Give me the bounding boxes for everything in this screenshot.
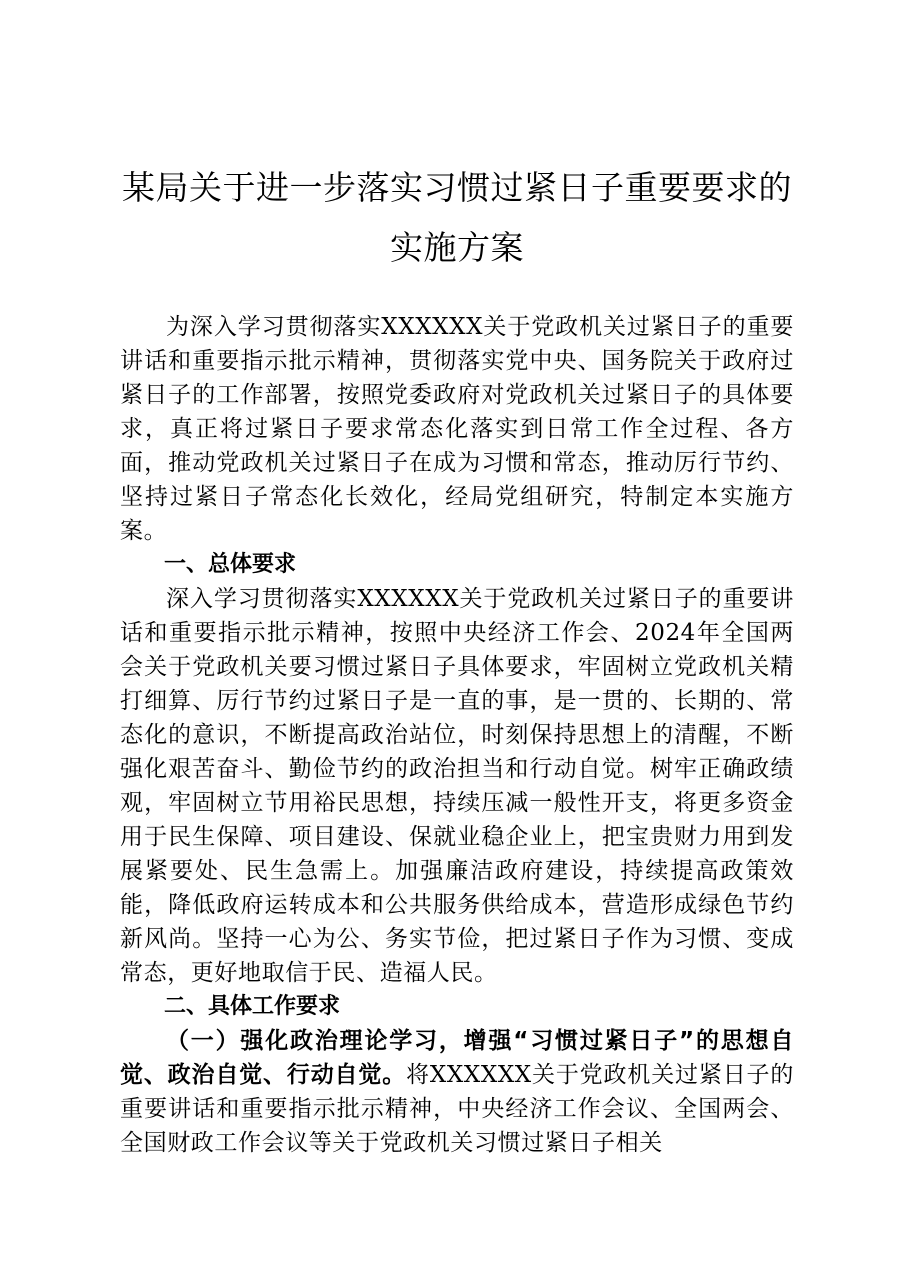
- title-line-2: 实施方案: [390, 228, 524, 267]
- title-line-1: 某局关于进一步落实习惯过紧日子重要要求的: [122, 168, 792, 207]
- section-2-sub-1-body: 将XXXXXX关于党政机关过紧日子的重要讲话和重要指示批示精神，中央经济工作会议、全国两会、全国财政工作会议等关于党政机关习惯过紧日子相关: [120, 1062, 794, 1156]
- section-2-heading: 二、具体工作要求: [164, 994, 341, 1019]
- section-1-paragraph: 深入学习贯彻落实XXXXXX关于党政机关过紧日子的重要讲话和重要指示批示精神，按照中央经济工作会、2024年全国两会关于党政机关要习惯过紧日子具体要求，牢固树立党政机关精打细算、厉行节约过紧日子是一直的事，是一贯的、长期的、常态化的意识，不断提高政治站位，时刻保持思想上的清醒，不断强化艰苦奋斗、勤俭节约的政治担当和行动自觉。树牢正确政绩观，牢固树立节用裕民思想，持续压减一般性开支，将更多资金用于民生保障、项目建设、保就业稳企业上，把宝贵财力用到发展紧要处、民生急需上。加强廉洁政府建设，持续提高政策效能，降低政府运转成本和公共服务供给成本，营造形成绿色节约新风尚。坚持一心为公、务实节俭，把过紧日子作为习惯、变成常态，更好地取信于民、造福人民。: [120, 586, 794, 986]
- section-1-heading: 一、总体要求: [164, 552, 297, 577]
- document-page: [120, 158, 794, 1160]
- document-title: [120, 158, 794, 278]
- intro-paragraph: 为深入学习贯彻落实XXXXXX关于党政机关过紧日子的重要讲话和重要指示批示精神，贯彻落实党中央、国务院关于政府过紧日子的工作部署，按照党委政府对党政机关过紧日子的具体要求，真正将过紧日子要求常态化落实到日常工作全过程、各方面，推动党政机关过紧日子在成为习惯和常态，推动厉行节约、坚持过紧日子常态化长效化，经局党组研究，特制定本实施方案。: [120, 314, 794, 544]
- section-2-sub-1-heading: （一）强化政治理论学习，增强“习惯过紧日子”的思想自觉、政治自觉、行动自觉。: [120, 1028, 794, 1088]
- section-2-sub-1-paragraph: [120, 1024, 794, 1160]
